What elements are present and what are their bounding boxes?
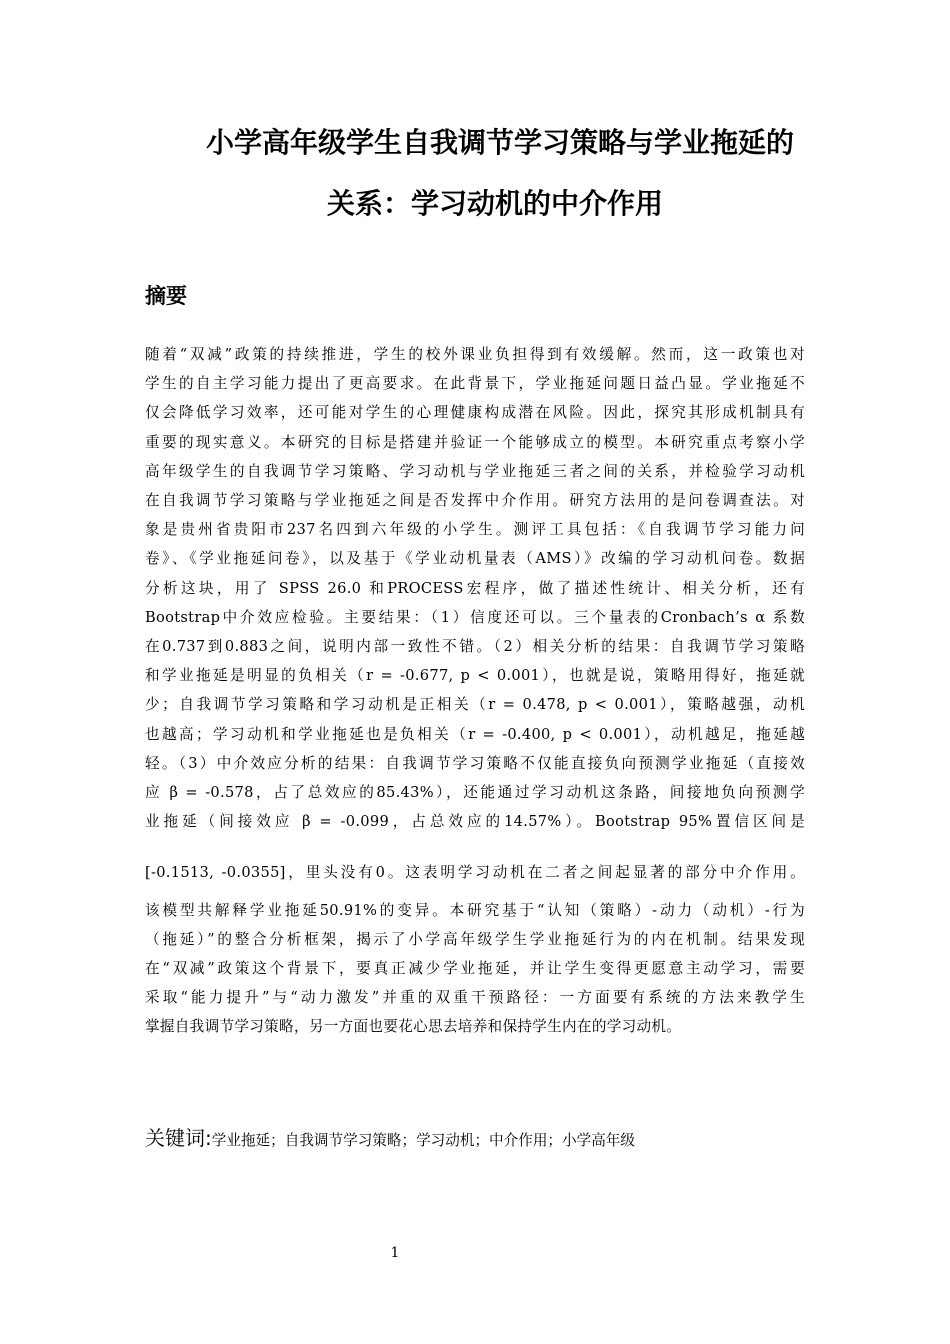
abstract-line: 少；自我调节学习策略和学习动机是正相关（r = 0.478, p < 0.001），策略越强，动机 xyxy=(145,696,805,714)
abstract-line: 象是贵州省贵阳市237名四到六年级的小学生。测评工具包括：《自我调节学习能力问 xyxy=(145,521,805,539)
abstract-line: 学生的自主学习能力提出了更高要求。在此背景下，学业拖延问题日益凸显。学业拖延不 xyxy=(145,375,805,393)
abstract-line: [-0.1513, -0.0355]，里头没有0。这表明学习动机在二者之间起显著的部分中介作用。 xyxy=(145,864,805,882)
abstract-line: 仅会降低学习效率，还可能对学生的心理健康构成潜在风险。因此，探究其形成机制具有 xyxy=(145,404,805,422)
abstract-line: Bootstrap中介效应检验。主要结果：（1）信度还可以。三个量表的Cronbach’s α 系数 xyxy=(145,608,805,626)
abstract-line: 在0.737到0.883之间，说明内部一致性不错。（2）相关分析的结果：自我调节学习策略 xyxy=(145,638,805,656)
abstract-line: 高年级学生的自我调节学习策略、学习动机与学业拖延三者之间的关系，并检验学习动机 xyxy=(145,462,805,480)
abstract-line: 和学业拖延是明显的负相关（r = -0.677, p < 0.001），也就是说，策略用得好，拖延就 xyxy=(145,667,805,685)
abstract-line: 重要的现实意义。本研究的目标是搭建并验证一个能够成立的模型。本研究重点考察小学 xyxy=(145,433,805,451)
abstract-line: 卷》、《学业拖延问卷》，以及基于《学业动机量表（AMS）》改编的学习动机问卷。数据 xyxy=(145,550,805,568)
abstract-line: 在“双减”政策这个背景下，要真正减少学业拖延，并让学生变得更愿意主动学习，需要 xyxy=(145,960,805,978)
abstract-line: 应 β = -0.578，占了总效应的85.43%），还能通过学习动机这条路，间接地负向预测学 xyxy=(145,784,805,802)
abstract-line: 业拖延（间接效应 β = -0.099，占总效应的14.57%）。Bootstrap 95%置信区间是 xyxy=(145,813,805,831)
abstract-line: 掌握自我调节学习策略，另一方面也要花心思去培养和保持学生内在的学习动机。 xyxy=(145,1018,682,1036)
abstract-line: 采取“能力提升”与“动力激发”并重的双重干预路径：一方面要有系统的方法来教学生 xyxy=(145,989,805,1007)
paragraph-gap xyxy=(145,888,805,896)
abstract-line: 随着“双减”政策的持续推进，学生的校外课业负担得到有效缓解。然而，这一政策也对 xyxy=(145,346,805,363)
keywords-label: 关键词: xyxy=(145,1126,212,1150)
abstract-heading: 摘要 xyxy=(145,284,187,308)
paragraph-gap xyxy=(145,836,805,858)
abstract-line: 该模型共解释学业拖延50.91%的变异。本研究基于“认知（策略）-动力（动机）-行为 xyxy=(145,901,805,919)
abstract-line: 也越高；学习动机和学业拖延也是负相关（r = -0.400, p < 0.001），动机越足，拖延越 xyxy=(145,725,805,743)
keywords-text: 学业拖延；自我调节学习策略；学习动机；中介作用；小学高年级 xyxy=(211,1132,635,1149)
abstract-body xyxy=(145,340,805,1042)
title-line-2: 关系：学习动机的中介作用 xyxy=(326,187,663,220)
abstract-line: 轻。（3）中介效应分析的结果：自我调节学习策略不仅能直接负向预测学业拖延（直接效 xyxy=(145,754,805,772)
keywords xyxy=(145,1124,805,1155)
title-line-1: 小学高年级学生自我调节学习策略与学业拖延的 xyxy=(205,126,794,159)
abstract-line: （拖延）”的整合分析框架，揭示了小学高年级学生学业拖延行为的内在机制。结果发现 xyxy=(145,930,805,948)
page-number: 1 xyxy=(390,1245,400,1261)
abstract-line: 分析这块，用了 SPSS 26.0 和PROCESS宏程序，做了描述性统计、相关分析，还有 xyxy=(145,579,805,597)
abstract-line: 在自我调节学习策略与学业拖延之间是否发挥中介作用。研究方法用的是问卷调查法。对 xyxy=(145,492,805,510)
